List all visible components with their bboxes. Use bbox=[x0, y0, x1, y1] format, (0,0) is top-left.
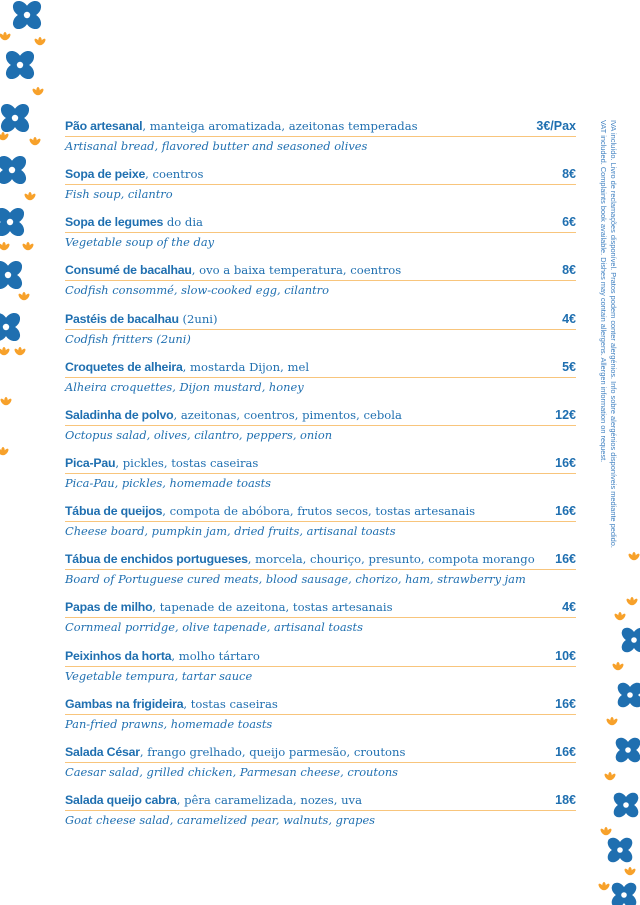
menu-item bbox=[65, 358, 576, 406]
item-description: do dia bbox=[163, 215, 203, 230]
menu-item bbox=[65, 261, 576, 309]
item-description: , coentros bbox=[145, 167, 204, 182]
leaf-sprig-icon bbox=[0, 397, 13, 406]
item-english: Alheira croquettes, Dijon mustard, honey bbox=[65, 379, 304, 394]
flower-icon bbox=[619, 625, 640, 655]
legal-note-pt: IVA incluído. Livro de reclamações disponível. Pratos podem conter alergénios. Info sobre alergénios disponíveis mediante pedido. bbox=[609, 120, 618, 548]
menu-item bbox=[65, 117, 576, 165]
item-price: 10€ bbox=[555, 648, 576, 663]
item-price: 16€ bbox=[555, 696, 576, 711]
item-description: , morcela, chouriço, presunto, compota morango bbox=[247, 552, 535, 567]
menu-item bbox=[65, 454, 576, 502]
menu-item bbox=[65, 213, 576, 261]
leaf-sprig-icon bbox=[0, 347, 11, 356]
item-name: Sopa de legumes bbox=[65, 215, 164, 230]
menu-item bbox=[65, 550, 576, 598]
menu-item bbox=[65, 791, 576, 839]
item-english: Board of Portuguese cured meats, blood sausage, chorizo, ham, strawberry jam bbox=[65, 572, 526, 587]
item-title-line bbox=[65, 502, 576, 522]
flower-icon bbox=[0, 153, 29, 187]
item-english: Caesar salad, grilled chicken, Parmesan cheese, croutons bbox=[65, 764, 399, 779]
item-price: 16€ bbox=[555, 455, 576, 470]
item-english: Cheese board, pumpkin jam, dried fruits, artisanal toasts bbox=[65, 524, 396, 539]
item-english: Vegetable soup of the day bbox=[65, 235, 215, 250]
item-description: , frango grelhado, queijo parmesão, croutons bbox=[139, 744, 406, 759]
menu-item bbox=[65, 743, 576, 791]
item-name: Pão artesanal bbox=[65, 119, 143, 133]
flower-icon bbox=[615, 680, 640, 710]
item-english: Artisanal bread, flavored butter and seasoned olives bbox=[65, 139, 368, 153]
flower-icon bbox=[0, 205, 27, 239]
menu-item bbox=[65, 695, 576, 743]
item-english: Vegetable tempura, tartar sauce bbox=[65, 668, 253, 683]
item-name: Consumé de bacalhau bbox=[65, 263, 192, 278]
flower-icon bbox=[613, 735, 640, 765]
item-english: Codfish fritters (2uni) bbox=[65, 331, 191, 346]
item-title-line bbox=[65, 791, 576, 811]
item-price: 16€ bbox=[555, 744, 576, 759]
leaf-sprig-icon bbox=[21, 242, 34, 251]
item-description: , molho tártaro bbox=[171, 648, 260, 663]
flower-icon bbox=[0, 101, 32, 135]
leaf-sprig-icon bbox=[599, 827, 612, 836]
menu-item bbox=[65, 310, 576, 358]
item-english: Goat cheese salad, caramelized pear, walnuts, grapes bbox=[65, 812, 376, 827]
leaf-sprig-icon bbox=[23, 192, 36, 201]
item-name: Papas de milho bbox=[65, 600, 153, 615]
item-name: Peixinhos da horta bbox=[65, 648, 172, 663]
item-name: Gambas na frigideira bbox=[65, 696, 184, 711]
item-name: Saladinha de polvo bbox=[65, 407, 174, 422]
right-tile-border-decoration bbox=[590, 545, 640, 905]
item-price: 5€ bbox=[562, 359, 576, 374]
item-price: 3€/Pax bbox=[536, 119, 576, 133]
leaf-sprig-icon bbox=[31, 87, 44, 96]
item-description: (2uni) bbox=[178, 311, 218, 326]
left-tile-border-decoration bbox=[0, 0, 60, 480]
item-title-line bbox=[65, 647, 576, 667]
item-description: , ovo a baixa temperatura, coentros bbox=[191, 263, 402, 278]
leaf-sprig-icon bbox=[611, 662, 624, 671]
item-title-line bbox=[65, 165, 576, 185]
item-description: , pickles, tostas caseiras bbox=[115, 455, 259, 470]
item-title-line bbox=[65, 358, 576, 378]
item-description: , compota de abóbora, frutos secos, tostas artesanais bbox=[162, 504, 476, 519]
item-description: , manteiga aromatizada, azeitonas temperadas bbox=[142, 119, 418, 133]
item-name: Pastéis de bacalhau bbox=[65, 311, 179, 326]
item-title-line bbox=[65, 261, 576, 281]
item-title-line bbox=[65, 310, 576, 330]
menu-item bbox=[65, 165, 576, 213]
item-name: Salada César bbox=[65, 744, 140, 759]
item-description: , azeitonas, coentros, pimentos, cebola bbox=[173, 407, 402, 422]
item-english: Pan-fried prawns, homemade toasts bbox=[65, 716, 273, 731]
flower-icon bbox=[611, 790, 640, 820]
leaf-sprig-icon bbox=[33, 37, 46, 46]
item-price: 16€ bbox=[555, 552, 576, 567]
legal-note bbox=[598, 120, 618, 548]
item-description: , tapenade de azeitona, tostas artesanais bbox=[152, 600, 393, 615]
item-description: , mostarda Dijon, mel bbox=[182, 359, 310, 374]
leaf-sprig-icon bbox=[0, 242, 11, 251]
flower-icon bbox=[609, 880, 639, 905]
item-title-line bbox=[65, 406, 576, 426]
leaf-sprig-icon bbox=[597, 882, 610, 891]
leaf-sprig-icon bbox=[603, 772, 616, 781]
item-name: Pica-Pau bbox=[65, 455, 116, 470]
item-price: 8€ bbox=[562, 167, 576, 182]
flower-icon bbox=[3, 48, 37, 82]
item-english: Codfish consommé, slow-cooked egg, cilantro bbox=[65, 283, 329, 298]
item-title-line bbox=[65, 117, 576, 137]
menu-item bbox=[65, 502, 576, 550]
item-price: 4€ bbox=[562, 600, 576, 615]
flower-icon bbox=[0, 258, 25, 292]
leaf-sprig-icon bbox=[627, 552, 640, 561]
item-title-line bbox=[65, 743, 576, 763]
item-english: Octopus salad, olives, cilantro, peppers, onion bbox=[65, 427, 333, 442]
leaf-sprig-icon bbox=[28, 137, 41, 146]
item-title-line bbox=[65, 213, 576, 233]
menu-item bbox=[65, 598, 576, 646]
item-english: Cornmeal porridge, olive tapenade, artisanal toasts bbox=[65, 620, 363, 635]
menu-item bbox=[65, 647, 576, 695]
item-english: Fish soup, cilantro bbox=[65, 187, 173, 202]
leaf-sprig-icon bbox=[605, 717, 618, 726]
flower-icon bbox=[605, 835, 635, 865]
item-name: Salada queijo cabra bbox=[65, 792, 177, 807]
flower-icon bbox=[0, 310, 23, 344]
item-title-line bbox=[65, 550, 576, 570]
leaf-sprig-icon bbox=[13, 347, 26, 356]
item-price: 6€ bbox=[562, 215, 576, 230]
leaf-sprig-icon bbox=[0, 132, 10, 141]
item-name: Croquetes de alheira bbox=[65, 359, 183, 374]
item-price: 4€ bbox=[562, 311, 576, 326]
item-price: 8€ bbox=[562, 263, 576, 278]
leaf-sprig-icon bbox=[0, 32, 12, 41]
item-description: , tostas caseiras bbox=[183, 696, 278, 711]
item-price: 18€ bbox=[555, 792, 576, 807]
leaf-sprig-icon bbox=[625, 597, 638, 606]
item-title-line bbox=[65, 695, 576, 715]
leaf-sprig-icon bbox=[623, 867, 636, 876]
item-english: Pica-Pau, pickles, homemade toasts bbox=[65, 475, 272, 490]
item-name: Tábua de enchidos portugueses bbox=[65, 552, 248, 567]
item-price: 12€ bbox=[555, 407, 576, 422]
menu-item bbox=[65, 406, 576, 454]
flower-icon bbox=[10, 0, 44, 32]
leaf-sprig-icon bbox=[613, 612, 626, 621]
item-name: Sopa de peixe bbox=[65, 167, 146, 182]
item-description: , pêra caramelizada, nozes, uva bbox=[176, 792, 363, 807]
item-title-line bbox=[65, 454, 576, 474]
leaf-sprig-icon bbox=[17, 292, 30, 301]
leaf-sprig-icon bbox=[0, 447, 10, 456]
item-title-line bbox=[65, 598, 576, 618]
item-name: Tábua de queijos bbox=[65, 504, 163, 519]
legal-note-en: VAT included. Complaints book available. Dishes may contain allergens. Allergen information on request. bbox=[599, 120, 608, 463]
item-price: 16€ bbox=[555, 504, 576, 519]
menu-list bbox=[65, 117, 576, 839]
